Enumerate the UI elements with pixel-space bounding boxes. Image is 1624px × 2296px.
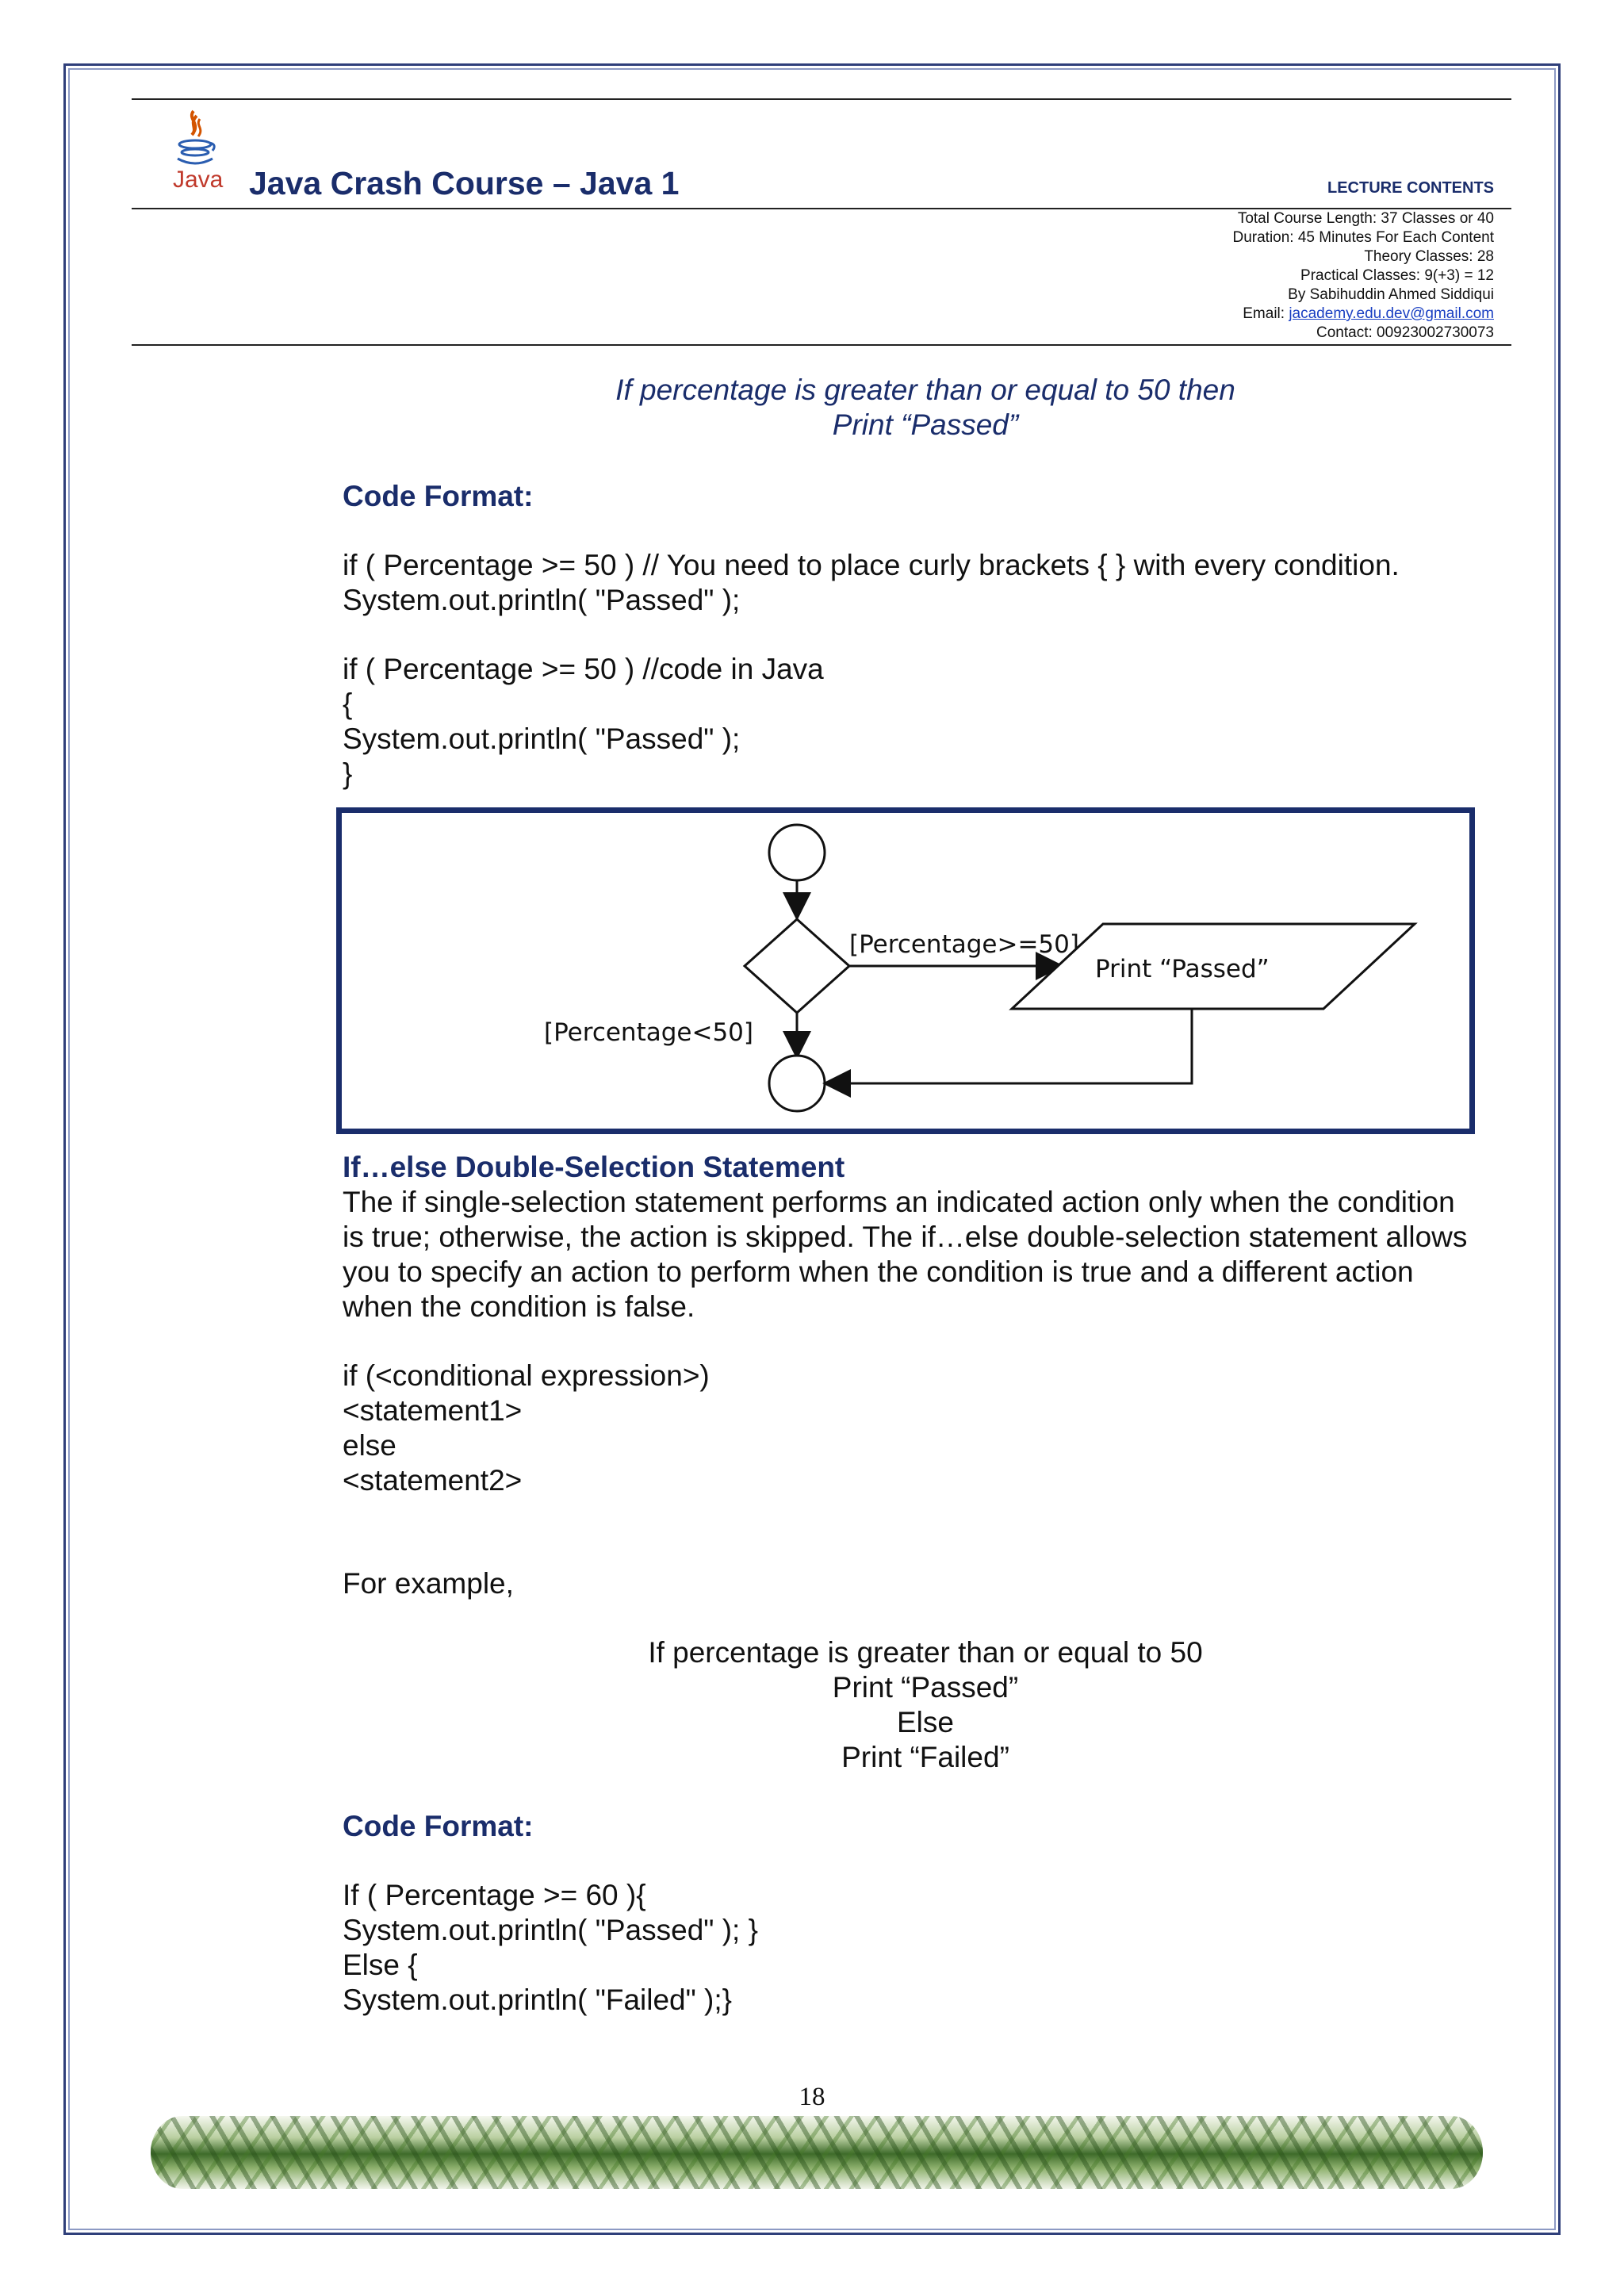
- meta-line: Theory Classes: 28: [1364, 248, 1494, 265]
- paragraph-line: you to specify an action to perform when the condition is true and a different action: [343, 1255, 1414, 1288]
- code-line: System.out.println( "Passed" );: [343, 584, 741, 616]
- syntax-line: <statement2>: [343, 1464, 523, 1497]
- return-arrow: [827, 1009, 1192, 1083]
- section-if-code: [343, 479, 1508, 792]
- pseudo-line: Else: [897, 1706, 954, 1738]
- pseudo-line: If percentage is greater than or equal to 50: [648, 1636, 1203, 1669]
- decision-diamond: [745, 919, 849, 1013]
- code-line: System.out.println( "Passed" );: [343, 723, 741, 755]
- page-header: [132, 98, 1511, 346]
- email-line: [1232, 305, 1494, 324]
- code-line: System.out.println( "Passed" ); }: [343, 1914, 758, 1946]
- flowchart-diagram: [342, 813, 1469, 1129]
- start-node: [769, 825, 825, 880]
- course-title: Java Crash Course – Java 1: [249, 165, 680, 201]
- syntax-line: if (<conditional expression>): [343, 1359, 710, 1392]
- page-number: 18: [799, 2083, 825, 2111]
- meta-line: Practical Classes: 9(+3) = 12: [1300, 267, 1494, 284]
- pseudo-line: Print “Passed”: [832, 1671, 1019, 1704]
- section-if-pseudocode: [343, 373, 1508, 443]
- email-link[interactable]: jacademy.edu.dev@gmail.com: [1289, 305, 1494, 322]
- if-flowchart: [336, 807, 1475, 1134]
- code-line: }: [343, 757, 353, 790]
- email-label: Email:: [1243, 305, 1289, 322]
- pseudo-line: If percentage is greater than or equal to 50 then: [615, 374, 1235, 406]
- course-meta: [1232, 209, 1494, 343]
- meta-line: Total Course Length: 37 Classes or 40: [1237, 210, 1494, 227]
- code-line: Else {: [343, 1949, 418, 1981]
- paragraph-line: is true; otherwise, the action is skipped. The if…else double-selection statement allows: [343, 1221, 1468, 1253]
- syntax-line: <statement1>: [343, 1394, 523, 1427]
- meta-line: Duration: 45 Minutes For Each Content: [1232, 229, 1494, 246]
- end-node: [769, 1056, 825, 1111]
- code-line: {: [343, 688, 353, 720]
- true-condition-label: [Percentage>=50]: [849, 930, 1079, 959]
- code-line: if ( Percentage >= 50 ) //code in Java: [343, 653, 824, 685]
- code-line: System.out.println( "Failed" );}: [343, 1984, 733, 2016]
- section-label: LECTURE CONTENTS: [1327, 179, 1494, 197]
- code-format-heading: Code Format:: [343, 480, 534, 512]
- if-else-heading: If…else Double-Selection Statement: [343, 1151, 845, 1183]
- grass-texture: [151, 2116, 1483, 2189]
- paragraph-line: when the condition is false.: [343, 1290, 695, 1323]
- example-intro: For example,: [343, 1567, 514, 1600]
- paragraph-line: The if single-selection statement performs an indicated action only when the condition: [343, 1186, 1455, 1218]
- footer-grass-banner: [151, 2116, 1483, 2189]
- contact-line: Contact: 00923002730073: [1316, 324, 1494, 341]
- code-line: if ( Percentage >= 50 ) // You need to place curly brackets { } with every condition.: [343, 549, 1400, 581]
- java-logo-text: Java: [173, 167, 224, 193]
- action-label: Print “Passed”: [1095, 955, 1270, 983]
- code-format-heading: Code Format:: [343, 1810, 534, 1842]
- syntax-line: else: [343, 1429, 396, 1462]
- pseudo-line: Print “Failed”: [841, 1741, 1009, 1773]
- pseudo-line: Print “Passed”: [832, 408, 1019, 441]
- false-condition-label: [Percentage<50]: [544, 1018, 753, 1047]
- section-if-else: [343, 1150, 1508, 2018]
- code-line: If ( Percentage >= 60 ){: [343, 1879, 646, 1911]
- meta-line: By Sabihuddin Ahmed Siddiqui: [1288, 286, 1494, 303]
